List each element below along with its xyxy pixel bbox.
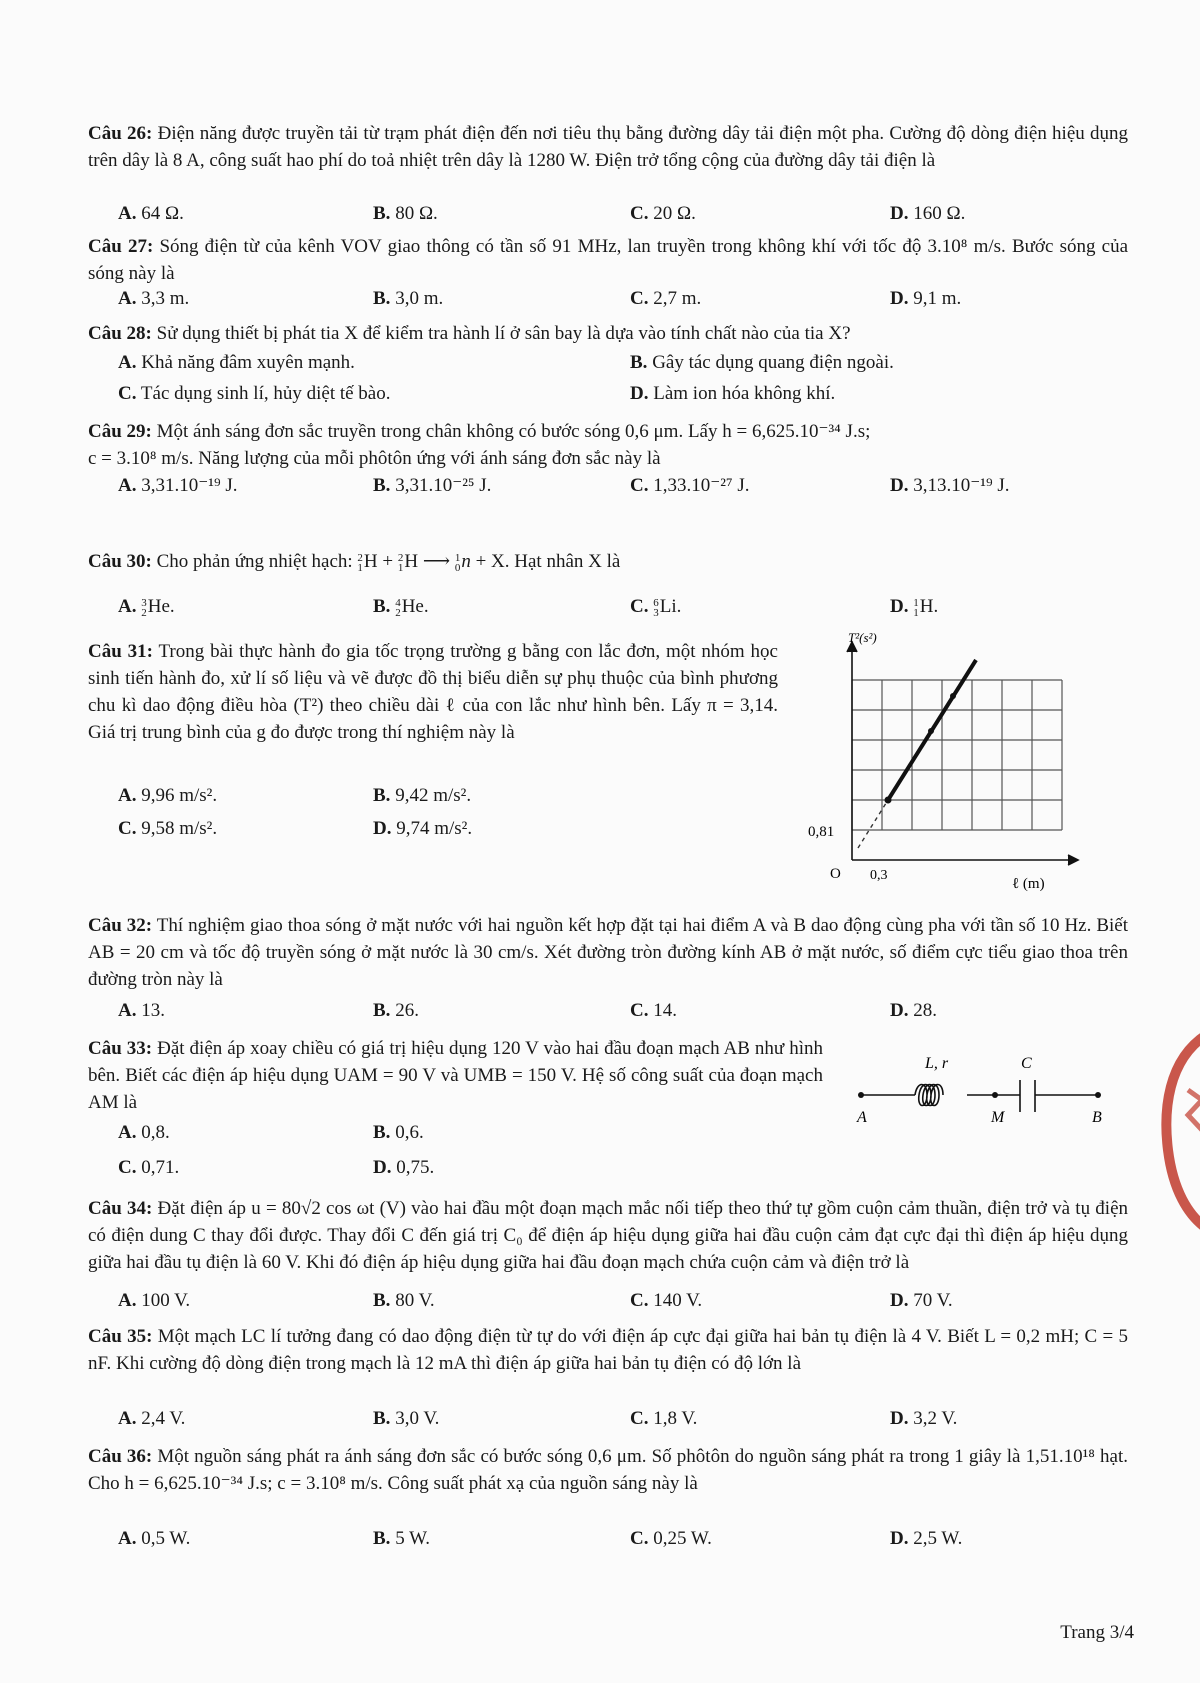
option-c[interactable]: C. 9,58 m/s². xyxy=(118,818,218,839)
option-b[interactable]: B. Gây tác dụng quang điện ngoài. xyxy=(630,352,894,373)
option-d[interactable]: D. 2,5 W. xyxy=(890,1528,963,1549)
question-29 xyxy=(88,418,1128,472)
option-c[interactable]: C. 140 V. xyxy=(630,1290,703,1311)
option-c[interactable]: C. 2,7 m. xyxy=(630,288,702,309)
options-36 xyxy=(118,1528,1118,1556)
question-text: Điện năng được truyền tải từ trạm phát điện đến nơi tiêu thụ bằng đường dây tải điện một pha. Cường độ dòng điện hiệu dụng trên dây là 8 A, công suất hao phí do toả nhiệt trên dây là 1280 W. Điện trở tổng cộng của đường dây tải điện là xyxy=(88,123,1128,171)
option-b[interactable]: B. 9,42 m/s². xyxy=(373,785,472,806)
question-number: Câu 28: xyxy=(88,323,152,344)
question-number: Câu 26: xyxy=(88,123,153,144)
question-30 xyxy=(88,548,1128,575)
option-a[interactable]: A. 0,8. xyxy=(118,1122,170,1143)
page-number: Trang 3/4 xyxy=(1060,1622,1134,1643)
option-c[interactable]: C. 0,25 W. xyxy=(630,1528,712,1549)
question-text: Sử dụng thiết bị phát tia X để kiểm tra hành lí ở sân bay là dựa vào tính chất nào của tia X? xyxy=(156,323,851,344)
option-a[interactable]: A. 3,31.10⁻¹⁹ J. xyxy=(118,475,238,496)
question-text: Trong bài thực hành đo gia tốc trọng trường g bằng con lắc đơn, một nhóm học sinh tiến hành đo, xử lí số liệu và vẽ được đồ thị biểu diễn sự phụ thuộc của bình phương chu kì dao động điều hòa (T²) theo chiều dài ℓ của con lắc như hình bên. Lấy π = 3,14. Giá trị trung bình của g đo được trong thí nghiệm này là xyxy=(88,641,778,743)
question-text: Cho phản ứng nhiệt hạch: xyxy=(156,551,353,572)
option-b[interactable]: B. 5 W. xyxy=(373,1528,431,1549)
option-c[interactable]: C. 1,8 V. xyxy=(630,1408,698,1429)
options-28b xyxy=(118,383,1118,411)
reaction-equation: 2 1 H + 2 1 H ⟶ 1 0 n + X. xyxy=(357,551,515,574)
question-number: Câu 32: xyxy=(88,915,153,936)
question-text-2: Hạt nhân X là xyxy=(514,551,621,572)
option-d[interactable]: D. 9,1 m. xyxy=(890,288,962,309)
question-31 xyxy=(88,638,778,746)
question-34 xyxy=(88,1195,1128,1276)
question-number: Câu 27: xyxy=(88,236,154,257)
options-34 xyxy=(118,1290,1118,1318)
option-a[interactable]: A. 3,3 m. xyxy=(118,288,190,309)
options-32 xyxy=(118,1000,1118,1028)
option-b[interactable]: B. 0,6. xyxy=(373,1122,424,1143)
label-m: M xyxy=(991,1109,1005,1126)
label-a: A xyxy=(857,1109,867,1126)
label-c: C xyxy=(1021,1055,1032,1072)
option-a[interactable]: A. 9,96 m/s². xyxy=(118,785,218,806)
option-b[interactable]: B. 80 Ω. xyxy=(373,203,438,224)
option-d[interactable]: D. 28. xyxy=(890,1000,937,1021)
question-26 xyxy=(88,120,1128,174)
inductor-coil xyxy=(915,1085,943,1106)
question-28 xyxy=(88,320,1128,347)
question-number: Câu 29: xyxy=(88,421,152,442)
y-tick-label: 0,81 xyxy=(808,824,835,840)
options-35 xyxy=(118,1408,1118,1436)
option-a[interactable]: A. 2,4 V. xyxy=(118,1408,186,1429)
label-b: B xyxy=(1092,1109,1102,1126)
circuit-diagram xyxy=(855,1050,1115,1130)
option-d[interactable]: D. 70 V. xyxy=(890,1290,953,1311)
option-a[interactable]: A. Khả năng đâm xuyên mạnh. xyxy=(118,352,355,373)
node-b xyxy=(1095,1092,1101,1098)
question-text: Một nguồn sáng phát ra ánh sáng đơn sắc có bước sóng 0,6 μm. Số phôtôn do nguồn sáng phát ra trong 1 giây là 1,51.10¹⁸ hạt. Cho h = 6,625.10⁻³⁴ J.s; c = 3.10⁸ m/s. Công suất phát xạ của nguồn sáng này là xyxy=(88,1446,1128,1494)
option-b[interactable]: B. 3,0 V. xyxy=(373,1408,440,1429)
option-c[interactable]: C. Tác dụng sinh lí, hủy diệt tế bào. xyxy=(118,383,391,404)
option-c[interactable]: C. 0,71. xyxy=(118,1157,180,1178)
option-b[interactable]: B. 3,31.10⁻²⁵ J. xyxy=(373,475,492,496)
question-32 xyxy=(88,912,1128,993)
x-axis-label: ℓ (m) xyxy=(1012,876,1045,892)
options-28a xyxy=(118,352,1118,380)
option-b[interactable]: B. 80 V. xyxy=(373,1290,435,1311)
options-27 xyxy=(118,288,1118,316)
red-stamp xyxy=(1158,1030,1200,1230)
options-31a xyxy=(118,785,678,813)
t2-vs-length-graph xyxy=(800,630,1100,900)
extrapolation-line xyxy=(858,800,888,848)
question-text: Đặt điện áp xoay chiều có giá trị hiệu dụng 120 V vào hai đầu đoạn mạch AB như hình bên. Biết các điện áp hiệu dụng UAM = 90 V và UMB = 150 V. Hệ số công suất của đoạn mạch AM là xyxy=(88,1038,823,1113)
option-b[interactable]: B. 26. xyxy=(373,1000,419,1021)
option-a[interactable]: A. 3 2 He. xyxy=(118,596,175,619)
option-b[interactable]: B. 4 2 He. xyxy=(373,596,429,619)
option-a[interactable]: A. 0,5 W. xyxy=(118,1528,191,1549)
question-text: Một ánh sáng đơn sắc truyền trong chân không có bước sóng 0,6 μm. Lấy h = 6,625.10⁻³⁴ J.s; xyxy=(156,421,871,442)
question-text: Thí nghiệm giao thoa sóng ở mặt nước với hai nguồn kết hợp đặt tại hai điểm A và B dao động cùng pha với tần số 10 Hz. Biết AB = 20 cm và tốc độ truyền sóng ở mặt nước là 30 cm/s. Xét đường tròn đường kính AB ở mặt nước, số điểm cực tiểu giao thoa trên đường tròn này là xyxy=(88,915,1128,990)
option-c[interactable]: C. 1,33.10⁻²⁷ J. xyxy=(630,475,750,496)
option-a[interactable]: A. 13. xyxy=(118,1000,165,1021)
question-text-2: c = 3.10⁸ m/s. Năng lượng của mỗi phôtôn ứng với ánh sáng đơn sắc này là xyxy=(88,448,661,469)
option-d[interactable]: D. 3,13.10⁻¹⁹ J. xyxy=(890,475,1010,496)
option-d[interactable]: D. 160 Ω. xyxy=(890,203,966,224)
question-27 xyxy=(88,233,1128,287)
question-text: Đặt điện áp u = 80√2 cos ωt (V) vào hai đầu một đoạn mạch mắc nối tiếp theo thứ tự gồm cuộn cảm thuần, điện trở và tụ điện có điện dung C thay đổi được. Thay đổi C đến giá trị C₀ để điện áp hiệu dụng giữa hai đầu cuộn cảm đạt cực đại thì điện áp hiệu dụng giữa hai đầu tụ điện là 60 V. Khi đó điện áp hiệu dụng giữa hai đầu đoạn mạch chứa cuộn cảm và điện trở là xyxy=(88,1198,1128,1273)
question-35 xyxy=(88,1323,1128,1377)
question-36 xyxy=(88,1443,1128,1497)
question-text: Sóng điện từ của kênh VOV giao thông có tần số 91 MHz, lan truyền trong không khí với tốc độ 3.10⁸ m/s. Bước sóng của sóng này là xyxy=(88,236,1128,284)
origin-label: O xyxy=(830,866,841,882)
question-number: Câu 34: xyxy=(88,1198,153,1219)
node-a xyxy=(858,1092,864,1098)
option-c[interactable]: C. 6 3 Li. xyxy=(630,596,682,619)
options-30 xyxy=(118,596,1118,624)
question-number: Câu 31: xyxy=(88,641,153,662)
option-b[interactable]: B. 3,0 m. xyxy=(373,288,444,309)
option-d[interactable]: D. 3,2 V. xyxy=(890,1408,958,1429)
options-26 xyxy=(118,203,1118,231)
graph-grid xyxy=(852,680,1062,830)
label-lr: L, r xyxy=(925,1055,949,1072)
question-33 xyxy=(88,1035,823,1116)
option-c[interactable]: C. 20 Ω. xyxy=(630,203,696,224)
options-31b xyxy=(118,818,678,846)
question-number: Câu 35: xyxy=(88,1326,153,1347)
option-d[interactable]: D. 9,74 m/s². xyxy=(373,818,473,839)
question-number: Câu 36: xyxy=(88,1446,153,1467)
options-33b xyxy=(118,1157,678,1185)
option-d[interactable]: D. 1 1 H. xyxy=(890,596,939,619)
option-c[interactable]: C. 14. xyxy=(630,1000,677,1021)
option-d[interactable]: D. Làm ion hóa không khí. xyxy=(630,383,836,404)
x-tick-label: 0,3 xyxy=(870,868,888,883)
options-33a xyxy=(118,1122,678,1150)
question-number: Câu 30: xyxy=(88,551,152,572)
node-m xyxy=(992,1092,998,1098)
options-29 xyxy=(118,474,1118,502)
option-d[interactable]: D. 0,75. xyxy=(373,1157,435,1178)
option-a[interactable]: A. 64 Ω. xyxy=(118,203,184,224)
question-text: Một mạch LC lí tưởng đang có dao động điện từ tự do với điện áp cực đại giữa hai bản tụ điện là 4 V. Biết L = 0,2 mH; C = 5 nF. Khi cường độ dòng điện trong mạch là 12 mA thì điện áp giữa hai bản tụ điện có độ lớn là xyxy=(88,1326,1128,1374)
option-a[interactable]: A. 100 V. xyxy=(118,1290,191,1311)
y-axis-label: T²(s²) xyxy=(848,630,877,645)
question-number: Câu 33: xyxy=(88,1038,153,1059)
